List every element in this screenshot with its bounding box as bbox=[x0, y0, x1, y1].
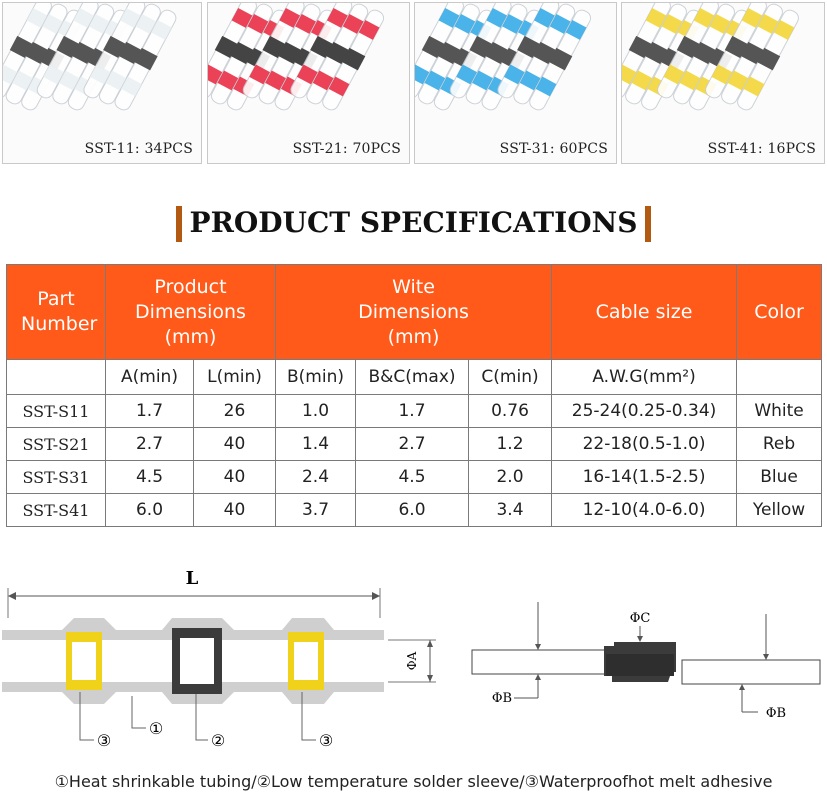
product-caption: SST-31: 60PCS bbox=[499, 141, 608, 157]
callout-1: ① bbox=[148, 719, 164, 738]
connectors-image bbox=[622, 3, 825, 164]
phi-c-label: ΦC bbox=[629, 611, 651, 626]
subheader-cell: A(min) bbox=[106, 360, 194, 395]
connectors-image bbox=[415, 3, 617, 164]
cell-awg: 22-18(0.5-1.0) bbox=[552, 428, 737, 461]
cell-b: 3.7 bbox=[276, 494, 356, 527]
cell-part: SST-S11 bbox=[7, 395, 106, 428]
solder-sleeve-hole bbox=[180, 638, 214, 684]
table-header-row bbox=[7, 265, 822, 360]
solder-joint-core bbox=[606, 654, 674, 676]
connectors-image bbox=[3, 3, 202, 164]
phi-c-arrow bbox=[637, 636, 643, 642]
cell-awg: 25-24(0.25-0.34) bbox=[552, 395, 737, 428]
header-cable-size: Cable size bbox=[552, 265, 737, 360]
phi-b-right-arrow-top bbox=[763, 654, 769, 660]
section-title bbox=[176, 200, 652, 246]
section-title-wrap bbox=[0, 200, 827, 250]
cell-c: 3.4 bbox=[469, 494, 552, 527]
length-arrow-left bbox=[8, 592, 16, 600]
cell-l: 40 bbox=[194, 461, 276, 494]
cell-b: 1.0 bbox=[276, 395, 356, 428]
callout-3-right: ③ bbox=[318, 731, 334, 750]
table-row bbox=[7, 461, 822, 494]
cell-a: 2.7 bbox=[106, 428, 194, 461]
cell-bc: 6.0 bbox=[356, 494, 469, 527]
subheader-cell: B&C(max) bbox=[356, 360, 469, 395]
cell-color: Reb bbox=[737, 428, 822, 461]
product-caption: SST-21: 70PCS bbox=[292, 141, 401, 157]
subheader-cell: C(min) bbox=[469, 360, 552, 395]
product-photo-sst41 bbox=[621, 2, 825, 164]
table-row bbox=[7, 494, 822, 527]
cell-bc: 4.5 bbox=[356, 461, 469, 494]
adhesive-ring-left-hole bbox=[72, 642, 96, 680]
phi-b-left-label: ΦB bbox=[491, 691, 513, 706]
header-color: Color bbox=[737, 265, 822, 360]
product-photos bbox=[0, 0, 827, 168]
cell-color: Blue bbox=[737, 461, 822, 494]
cell-part: SST-S41 bbox=[7, 494, 106, 527]
cell-part: SST-S31 bbox=[7, 461, 106, 494]
product-caption: SST-11: 34PCS bbox=[84, 141, 193, 157]
diagram-legend: ①Heat shrinkable tubing/②Low temperature solder sleeve/③Waterproofhot melt adhesive bbox=[54, 772, 773, 791]
cell-c: 1.2 bbox=[469, 428, 552, 461]
cell-awg: 16-14(1.5-2.5) bbox=[552, 461, 737, 494]
phi-b-left-arrow-top bbox=[535, 644, 541, 650]
length-arrow-right bbox=[372, 592, 380, 600]
table-subheader-row bbox=[7, 360, 822, 395]
cell-a: 1.7 bbox=[106, 395, 194, 428]
wire-left bbox=[472, 650, 610, 674]
dimension-diagram bbox=[0, 560, 827, 760]
product-caption: SST-41: 16PCS bbox=[707, 141, 816, 157]
spec-table bbox=[6, 264, 822, 527]
subheader-cell: B(min) bbox=[276, 360, 356, 395]
cell-l: 40 bbox=[194, 494, 276, 527]
title-bar-right bbox=[645, 206, 651, 242]
subheader-cell: L(min) bbox=[194, 360, 276, 395]
phi-b-left-arrow-bottom bbox=[535, 674, 541, 680]
title-bar-left bbox=[176, 206, 182, 242]
cell-b: 1.4 bbox=[276, 428, 356, 461]
cell-c: 2.0 bbox=[469, 461, 552, 494]
cell-l: 26 bbox=[194, 395, 276, 428]
adhesive-ring-right-hole bbox=[294, 642, 318, 680]
header-part-number: Part Number bbox=[7, 265, 106, 360]
callout-3-left: ③ bbox=[96, 731, 112, 750]
cell-l: 40 bbox=[194, 428, 276, 461]
header-product-dimensions: Product Dimensions (mm) bbox=[106, 265, 276, 360]
subheader-cell bbox=[7, 360, 106, 395]
phi-a-label: ΦA bbox=[405, 651, 419, 671]
phi-a-arrow-top bbox=[427, 640, 433, 647]
length-label: L bbox=[185, 568, 199, 589]
table-row bbox=[7, 395, 822, 428]
cell-b: 2.4 bbox=[276, 461, 356, 494]
product-photo-sst21 bbox=[207, 2, 410, 164]
product-photo-sst11 bbox=[2, 2, 202, 164]
cell-color: Yellow bbox=[737, 494, 822, 527]
section-title-text: PRODUCT SPECIFICATIONS bbox=[189, 206, 638, 239]
callout-line-1 bbox=[132, 696, 146, 728]
cell-a: 4.5 bbox=[106, 461, 194, 494]
cell-bc: 1.7 bbox=[356, 395, 469, 428]
phi-a-arrow-bottom bbox=[427, 675, 433, 682]
cell-c: 0.76 bbox=[469, 395, 552, 428]
product-photo-sst31 bbox=[414, 2, 617, 164]
subheader-cell: A.W.G(mm²) bbox=[552, 360, 737, 395]
cell-part: SST-S21 bbox=[7, 428, 106, 461]
cell-awg: 12-10(4.0-6.0) bbox=[552, 494, 737, 527]
connectors-image bbox=[208, 3, 410, 164]
cell-a: 6.0 bbox=[106, 494, 194, 527]
phi-b-right-arrow-bottom bbox=[739, 684, 745, 690]
header-wire-dimensions: Wite Dimensions (mm) bbox=[276, 265, 552, 360]
callout-2: ② bbox=[210, 731, 226, 750]
phi-b-right-label: ΦB bbox=[765, 706, 787, 721]
wire-right bbox=[682, 660, 820, 684]
cell-bc: 2.7 bbox=[356, 428, 469, 461]
table-row bbox=[7, 428, 822, 461]
subheader-cell bbox=[737, 360, 822, 395]
cell-color: White bbox=[737, 395, 822, 428]
